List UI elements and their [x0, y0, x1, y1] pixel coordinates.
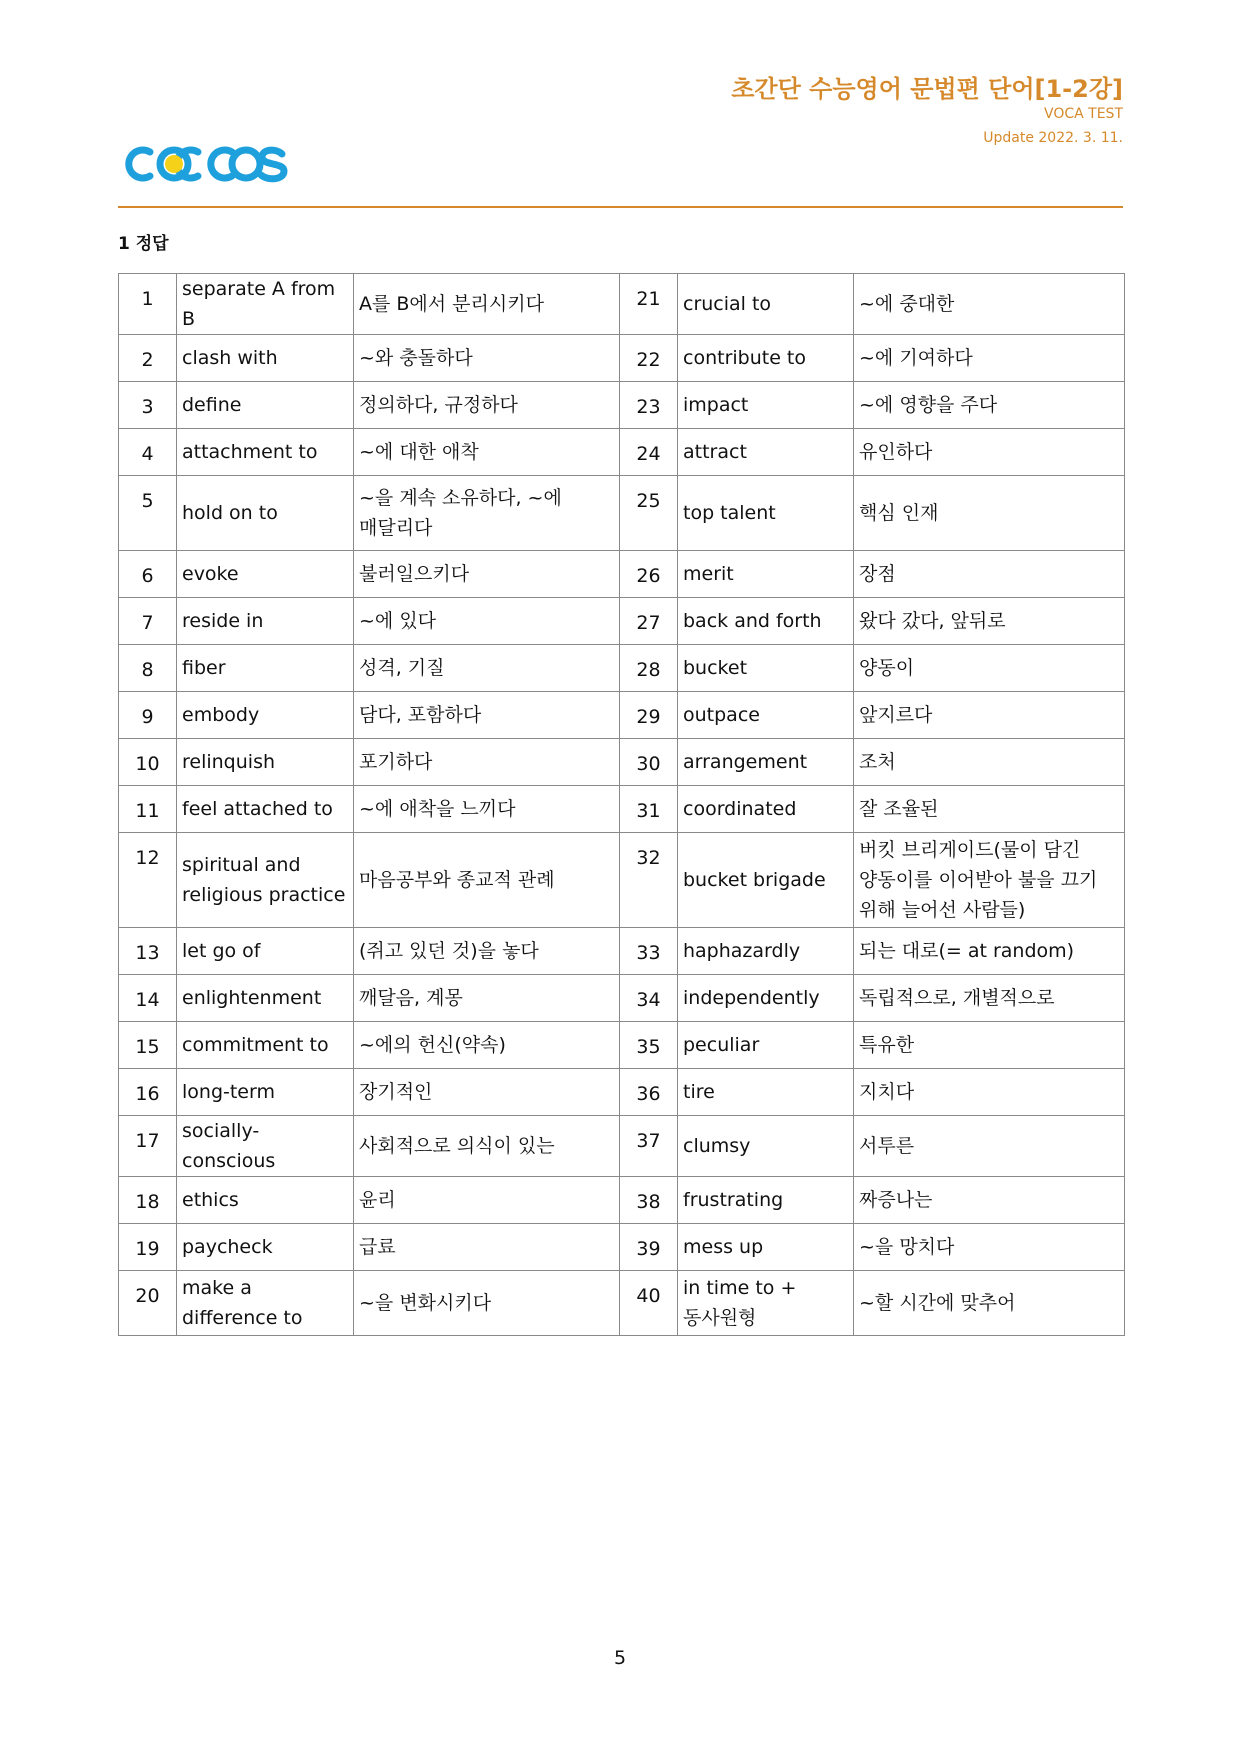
- english-term: spiritual and religious practice: [177, 833, 354, 928]
- korean-meaning: 독립적으로, 개별적으로: [854, 975, 1125, 1022]
- entry-number: 38: [620, 1177, 678, 1224]
- entry-number: 8: [119, 645, 177, 692]
- english-term: attract: [678, 429, 854, 476]
- english-term: back and forth: [678, 598, 854, 645]
- english-term: fiber: [177, 645, 354, 692]
- entry-number: 36: [620, 1069, 678, 1116]
- entry-number: 2: [119, 335, 177, 382]
- korean-meaning: 정의하다, 규정하다: [354, 382, 620, 429]
- table-row: [119, 1177, 1125, 1224]
- entry-number: 9: [119, 692, 177, 739]
- entry-number: 21: [620, 274, 678, 335]
- korean-meaning: 급료: [354, 1224, 620, 1271]
- document-header: [731, 74, 1123, 148]
- korean-meaning: 윤리: [354, 1177, 620, 1224]
- english-term: independently: [678, 975, 854, 1022]
- entry-number: 19: [119, 1224, 177, 1271]
- korean-meaning: 장점: [854, 551, 1125, 598]
- entry-number: 11: [119, 786, 177, 833]
- korean-meaning: 마음공부와 종교적 관례: [354, 833, 620, 928]
- english-term: embody: [177, 692, 354, 739]
- korean-meaning: 앞지르다: [854, 692, 1125, 739]
- english-term: bucket brigade: [678, 833, 854, 928]
- entry-number: 29: [620, 692, 678, 739]
- english-term: relinquish: [177, 739, 354, 786]
- table-row: [119, 645, 1125, 692]
- korean-meaning: ~에 대한 애착: [354, 429, 620, 476]
- english-term: top talent: [678, 476, 854, 551]
- entry-number: 30: [620, 739, 678, 786]
- entry-number: 16: [119, 1069, 177, 1116]
- entry-number: 24: [620, 429, 678, 476]
- english-term: let go of: [177, 928, 354, 975]
- entry-number: 23: [620, 382, 678, 429]
- korean-meaning: 사회적으로 의식이 있는: [354, 1116, 620, 1177]
- entry-number: 15: [119, 1022, 177, 1069]
- document-subtitle: VOCA TEST: [1044, 106, 1123, 122]
- english-term: impact: [678, 382, 854, 429]
- korean-meaning: 조처: [854, 739, 1125, 786]
- korean-meaning: ~에의 헌신(약속): [354, 1022, 620, 1069]
- korean-meaning: 불러일으키다: [354, 551, 620, 598]
- korean-meaning: 깨달음, 계몽: [354, 975, 620, 1022]
- entry-number: 26: [620, 551, 678, 598]
- entry-number: 40: [620, 1271, 678, 1336]
- korean-meaning: ~을 망치다: [854, 1224, 1125, 1271]
- english-term: haphazardly: [678, 928, 854, 975]
- english-term: make a difference to: [177, 1271, 354, 1336]
- entry-number: 31: [620, 786, 678, 833]
- english-term: bucket: [678, 645, 854, 692]
- korean-meaning: 잘 조율된: [854, 786, 1125, 833]
- entry-number: 22: [620, 335, 678, 382]
- korean-meaning: 포기하다: [354, 739, 620, 786]
- entry-number: 6: [119, 551, 177, 598]
- entry-number: 28: [620, 645, 678, 692]
- entry-number: 37: [620, 1116, 678, 1177]
- table-row: [119, 975, 1125, 1022]
- table-row: [119, 1224, 1125, 1271]
- entry-number: 20: [119, 1271, 177, 1336]
- english-term: in time to + 동사원형: [678, 1271, 854, 1336]
- korean-meaning: 지치다: [854, 1069, 1125, 1116]
- entry-number: 14: [119, 975, 177, 1022]
- table-row: [119, 429, 1125, 476]
- english-term: arrangement: [678, 739, 854, 786]
- korean-meaning: 성격, 기질: [354, 645, 620, 692]
- english-term: tire: [678, 1069, 854, 1116]
- korean-meaning: ~에 애착을 느끼다: [354, 786, 620, 833]
- korean-meaning: 유인하다: [854, 429, 1125, 476]
- table-row: [119, 739, 1125, 786]
- korean-meaning: 버킷 브리게이드(물이 담긴 양동이를 이어받아 불을 끄기 위해 늘어선 사람들): [854, 833, 1125, 928]
- english-term: mess up: [678, 1224, 854, 1271]
- korean-meaning: ~에 영향을 주다: [854, 382, 1125, 429]
- korean-meaning: A를 B에서 분리시키다: [354, 274, 620, 335]
- update-date: Update 2022. 3. 11.: [983, 130, 1123, 146]
- page-number: 5: [613, 1647, 627, 1669]
- entry-number: 10: [119, 739, 177, 786]
- table-row: [119, 786, 1125, 833]
- table-row: [119, 476, 1125, 551]
- table-row: [119, 598, 1125, 645]
- entry-number: 3: [119, 382, 177, 429]
- english-term: socially-conscious: [177, 1116, 354, 1177]
- english-term: define: [177, 382, 354, 429]
- table-row: [119, 1271, 1125, 1336]
- english-term: merit: [678, 551, 854, 598]
- table-row: [119, 692, 1125, 739]
- english-term: ethics: [177, 1177, 354, 1224]
- vocabulary-table: [118, 273, 1125, 1336]
- korean-meaning: ~을 계속 소유하다, ~에 매달리다: [354, 476, 620, 551]
- english-term: separate A from B: [177, 274, 354, 335]
- english-term: attachment to: [177, 429, 354, 476]
- korean-meaning: ~에 있다: [354, 598, 620, 645]
- korean-meaning: 서투른: [854, 1116, 1125, 1177]
- table-row: [119, 928, 1125, 975]
- korean-meaning: 특유한: [854, 1022, 1125, 1069]
- english-term: outpace: [678, 692, 854, 739]
- entry-number: 1: [119, 274, 177, 335]
- entry-number: 18: [119, 1177, 177, 1224]
- english-term: reside in: [177, 598, 354, 645]
- table-row: [119, 1116, 1125, 1177]
- korean-meaning: 왔다 갔다, 앞뒤로: [854, 598, 1125, 645]
- english-term: enlightenment: [177, 975, 354, 1022]
- english-term: contribute to: [678, 335, 854, 382]
- entry-number: 39: [620, 1224, 678, 1271]
- entry-number: 27: [620, 598, 678, 645]
- english-term: coordinated: [678, 786, 854, 833]
- english-term: peculiar: [678, 1022, 854, 1069]
- english-term: hold on to: [177, 476, 354, 551]
- english-term: long-term: [177, 1069, 354, 1116]
- table-row: [119, 1069, 1125, 1116]
- table-row: [119, 335, 1125, 382]
- table-row: [119, 274, 1125, 335]
- korean-meaning: ~을 변화시키다: [354, 1271, 620, 1336]
- korean-meaning: 짜증나는: [854, 1177, 1125, 1224]
- korean-meaning: 담다, 포함하다: [354, 692, 620, 739]
- entry-number: 32: [620, 833, 678, 928]
- entry-number: 12: [119, 833, 177, 928]
- table-row: [119, 382, 1125, 429]
- english-term: clash with: [177, 335, 354, 382]
- korean-meaning: 핵심 인재: [854, 476, 1125, 551]
- korean-meaning: ~에 기여하다: [854, 335, 1125, 382]
- entry-number: 35: [620, 1022, 678, 1069]
- english-term: frustrating: [678, 1177, 854, 1224]
- entry-number: 33: [620, 928, 678, 975]
- korean-meaning: ~할 시간에 맞추어: [854, 1271, 1125, 1336]
- cocos-logo: [118, 140, 296, 188]
- english-term: commitment to: [177, 1022, 354, 1069]
- entry-number: 34: [620, 975, 678, 1022]
- english-term: paycheck: [177, 1224, 354, 1271]
- section-title: 1 정답: [118, 234, 169, 254]
- entry-number: 4: [119, 429, 177, 476]
- document-title: 초간단 수능영어 문법편 단어[1-2강]: [731, 75, 1123, 103]
- korean-meaning: 양동이: [854, 645, 1125, 692]
- table-row: [119, 551, 1125, 598]
- entry-number: 7: [119, 598, 177, 645]
- entry-number: 13: [119, 928, 177, 975]
- entry-number: 17: [119, 1116, 177, 1177]
- table-row: [119, 833, 1125, 928]
- english-term: clumsy: [678, 1116, 854, 1177]
- english-term: evoke: [177, 551, 354, 598]
- entry-number: 25: [620, 476, 678, 551]
- korean-meaning: ~와 충돌하다: [354, 335, 620, 382]
- korean-meaning: (쥐고 있던 것)을 놓다: [354, 928, 620, 975]
- entry-number: 5: [119, 476, 177, 551]
- header-divider: [118, 206, 1123, 208]
- english-term: feel attached to: [177, 786, 354, 833]
- korean-meaning: 되는 대로(= at random): [854, 928, 1125, 975]
- korean-meaning: 장기적인: [354, 1069, 620, 1116]
- korean-meaning: ~에 중대한: [854, 274, 1125, 335]
- table-row: [119, 1022, 1125, 1069]
- english-term: crucial to: [678, 274, 854, 335]
